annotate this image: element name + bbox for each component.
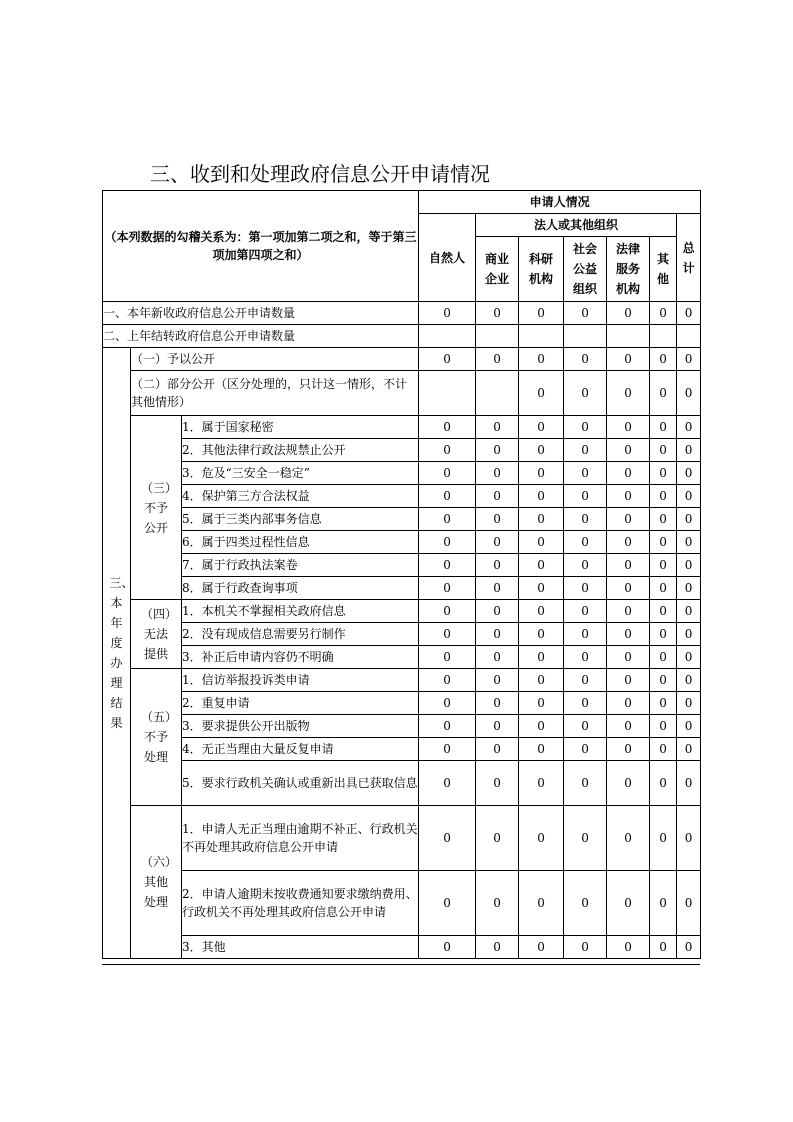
value-cell: 0 xyxy=(677,531,701,554)
value-cell: 0 xyxy=(519,416,564,439)
value-cell: 0 xyxy=(677,485,701,508)
header-legal-service xyxy=(607,237,650,302)
row-label: 1．信访举报投诉类申请 xyxy=(182,669,419,692)
value-cell: 0 xyxy=(419,623,476,646)
value-cell: 0 xyxy=(564,715,607,738)
value-cell: 0 xyxy=(677,371,701,416)
header-natural-person: 自然人 xyxy=(419,214,476,302)
value-cell: 0 xyxy=(419,416,476,439)
value-cell: 0 xyxy=(650,348,677,371)
value-cell: 0 xyxy=(564,806,607,871)
value-cell: 0 xyxy=(419,936,476,959)
value-cell: 0 xyxy=(607,623,650,646)
value-cell: 0 xyxy=(419,715,476,738)
table-row xyxy=(103,600,701,623)
value-cell: 0 xyxy=(519,485,564,508)
value-cell: 0 xyxy=(607,761,650,806)
value-cell: 0 xyxy=(419,871,476,936)
value-cell: 0 xyxy=(677,871,701,936)
value-cell: 0 xyxy=(519,531,564,554)
table-bottom-rule xyxy=(102,964,700,965)
header-legal-org: 法人或其他组织 xyxy=(476,214,677,237)
value-cell: 0 xyxy=(564,646,607,669)
row-label: 4．无正当理由大量反复申请 xyxy=(182,738,419,761)
value-cell: 0 xyxy=(677,577,701,600)
value-cell: 0 xyxy=(564,462,607,485)
table-row xyxy=(103,646,701,669)
value-cell: 0 xyxy=(650,531,677,554)
value-cell: 0 xyxy=(564,936,607,959)
value-cell: 0 xyxy=(607,531,650,554)
value-cell: 0 xyxy=(564,692,607,715)
value-cell: 0 xyxy=(476,646,519,669)
value-cell: 0 xyxy=(677,554,701,577)
value-cell: 0 xyxy=(519,669,564,692)
value-cell: 0 xyxy=(650,936,677,959)
row-label: 二、上年结转政府信息公开申请数量 xyxy=(103,325,419,348)
header-applicant: 申请人情况 xyxy=(419,191,701,214)
value-cell: 0 xyxy=(650,761,677,806)
value-cell: 0 xyxy=(607,669,650,692)
g4-group-label-cell xyxy=(131,600,182,669)
value-cell: 0 xyxy=(419,669,476,692)
value-cell xyxy=(607,325,650,348)
value-cell: 0 xyxy=(476,462,519,485)
row-label: 5．要求行政机关确认或重新出具已获取信息 xyxy=(182,761,419,806)
value-cell: 0 xyxy=(677,508,701,531)
value-cell: 0 xyxy=(519,623,564,646)
value-cell: 0 xyxy=(607,936,650,959)
value-cell: 0 xyxy=(419,508,476,531)
value-cell: 0 xyxy=(607,577,650,600)
value-cell: 0 xyxy=(677,806,701,871)
row-label: 7．属于行政执法案卷 xyxy=(182,554,419,577)
value-cell: 0 xyxy=(519,715,564,738)
table-row xyxy=(103,554,701,577)
value-cell: 0 xyxy=(519,371,564,416)
row-label: 3．危及“三安全一稳定” xyxy=(182,462,419,485)
table-row xyxy=(103,325,701,348)
row-label: （二）部分公开（区分处理的，只计这一情形，不计其他情形） xyxy=(131,371,419,416)
value-cell: 0 xyxy=(564,371,607,416)
value-cell: 0 xyxy=(607,554,650,577)
value-cell: 0 xyxy=(564,531,607,554)
header-note-cell xyxy=(103,191,419,302)
value-cell: 0 xyxy=(419,692,476,715)
header-other-label: 其他 xyxy=(657,252,670,286)
value-cell: 0 xyxy=(650,871,677,936)
table-row xyxy=(103,508,701,531)
row-label: 3．补正后申请内容仍不明确 xyxy=(182,646,419,669)
value-cell: 0 xyxy=(564,302,607,325)
table-row xyxy=(103,761,701,806)
value-cell: 0 xyxy=(519,646,564,669)
value-cell: 0 xyxy=(476,669,519,692)
value-cell: 0 xyxy=(650,439,677,462)
value-cell: 0 xyxy=(677,600,701,623)
table-row xyxy=(103,371,701,416)
value-cell: 0 xyxy=(476,302,519,325)
value-cell: 0 xyxy=(476,871,519,936)
value-cell: 0 xyxy=(607,692,650,715)
value-cell: 0 xyxy=(650,692,677,715)
value-cell xyxy=(677,325,701,348)
value-cell: 0 xyxy=(650,302,677,325)
value-cell: 0 xyxy=(607,348,650,371)
value-cell: 0 xyxy=(476,715,519,738)
value-cell: 0 xyxy=(607,371,650,416)
header-research xyxy=(519,237,564,302)
value-cell: 0 xyxy=(476,600,519,623)
value-cell: 0 xyxy=(650,462,677,485)
value-cell: 0 xyxy=(419,577,476,600)
value-cell: 0 xyxy=(564,416,607,439)
header-total xyxy=(677,214,701,302)
value-cell: 0 xyxy=(564,600,607,623)
value-cell: 0 xyxy=(564,738,607,761)
value-cell: 0 xyxy=(519,554,564,577)
value-cell: 0 xyxy=(419,600,476,623)
table-row xyxy=(103,936,701,959)
value-cell xyxy=(419,325,476,348)
value-cell: 0 xyxy=(564,554,607,577)
value-cell: 0 xyxy=(650,806,677,871)
header-legal-service-label: 法律服务机构 xyxy=(616,242,641,296)
value-cell: 0 xyxy=(476,416,519,439)
row-label: 4．保护第三方合法权益 xyxy=(182,485,419,508)
value-cell: 0 xyxy=(607,871,650,936)
value-cell: 0 xyxy=(607,646,650,669)
header-commercial xyxy=(476,237,519,302)
table-row xyxy=(103,348,701,371)
value-cell: 0 xyxy=(476,508,519,531)
value-cell: 0 xyxy=(519,508,564,531)
value-cell: 0 xyxy=(519,348,564,371)
value-cell: 0 xyxy=(419,806,476,871)
table-row xyxy=(103,715,701,738)
value-cell: 0 xyxy=(607,439,650,462)
row-label: 1．属于国家秘密 xyxy=(182,416,419,439)
page-title: 三、收到和处理政府信息公开申请情况 xyxy=(150,162,490,186)
info-request-table xyxy=(102,190,701,959)
value-cell: 0 xyxy=(650,623,677,646)
section3-label-cell xyxy=(103,348,134,959)
value-cell xyxy=(650,325,677,348)
value-cell: 0 xyxy=(476,554,519,577)
g6-group-label: （六）其他处理 xyxy=(140,855,171,909)
value-cell: 0 xyxy=(419,302,476,325)
value-cell: 0 xyxy=(419,531,476,554)
value-cell: 0 xyxy=(677,623,701,646)
value-cell: 0 xyxy=(607,485,650,508)
g4-group-label: （四）无法提供 xyxy=(140,607,171,661)
value-cell: 0 xyxy=(519,761,564,806)
value-cell: 0 xyxy=(519,806,564,871)
value-cell: 0 xyxy=(476,485,519,508)
value-cell: 0 xyxy=(607,462,650,485)
header-social xyxy=(564,237,607,302)
value-cell: 0 xyxy=(650,600,677,623)
value-cell: 0 xyxy=(607,302,650,325)
header-commercial-label: 商业企业 xyxy=(485,252,510,286)
value-cell: 0 xyxy=(476,623,519,646)
value-cell: 0 xyxy=(419,462,476,485)
row-label: 3．要求提供公开出版物 xyxy=(182,715,419,738)
value-cell: 0 xyxy=(677,738,701,761)
row-label: 8．属于行政查询事项 xyxy=(182,577,419,600)
table-row xyxy=(103,439,701,462)
value-cell: 0 xyxy=(419,738,476,761)
g5-group-label-cell xyxy=(131,669,182,806)
table-row xyxy=(103,738,701,761)
value-cell: 0 xyxy=(476,531,519,554)
value-cell: 0 xyxy=(607,715,650,738)
value-cell: 0 xyxy=(564,508,607,531)
table-row xyxy=(103,302,701,325)
value-cell: 0 xyxy=(419,348,476,371)
value-cell: 0 xyxy=(476,577,519,600)
table-row xyxy=(103,806,701,871)
value-cell: 0 xyxy=(476,806,519,871)
row-label: 1．申请人无正当理由逾期不补正、行政机关不再处理其政府信息公开申请 xyxy=(182,806,419,871)
row-label: 2．没有现成信息需要另行制作 xyxy=(182,623,419,646)
g6-group-label-cell xyxy=(131,806,182,959)
value-cell: 0 xyxy=(677,439,701,462)
value-cell xyxy=(519,325,564,348)
value-cell: 0 xyxy=(519,462,564,485)
value-cell: 0 xyxy=(607,738,650,761)
table-row xyxy=(103,531,701,554)
value-cell: 0 xyxy=(564,439,607,462)
value-cell: 0 xyxy=(650,485,677,508)
value-cell: 0 xyxy=(519,692,564,715)
value-cell xyxy=(564,325,607,348)
value-cell: 0 xyxy=(607,508,650,531)
value-cell: 0 xyxy=(650,646,677,669)
value-cell: 0 xyxy=(607,600,650,623)
row-label: 2．其他法律行政法规禁止公开 xyxy=(182,439,419,462)
row-label: 3．其他 xyxy=(182,936,419,959)
table-row xyxy=(103,462,701,485)
value-cell: 0 xyxy=(677,462,701,485)
table-row xyxy=(103,669,701,692)
value-cell: 0 xyxy=(519,738,564,761)
header-other xyxy=(650,237,677,302)
value-cell: 0 xyxy=(564,577,607,600)
value-cell: 0 xyxy=(564,623,607,646)
value-cell: 0 xyxy=(677,669,701,692)
g3-group-label: （三）不予公开 xyxy=(140,480,171,535)
value-cell: 0 xyxy=(564,761,607,806)
value-cell: 0 xyxy=(419,646,476,669)
value-cell: 0 xyxy=(677,715,701,738)
table-row xyxy=(103,692,701,715)
value-cell: 0 xyxy=(519,936,564,959)
value-cell: 0 xyxy=(476,761,519,806)
table-row xyxy=(103,416,701,439)
value-cell: 0 xyxy=(564,348,607,371)
value-cell: 0 xyxy=(650,371,677,416)
value-cell: 0 xyxy=(607,806,650,871)
g5-group-label: （五）不予处理 xyxy=(140,710,171,764)
value-cell: 0 xyxy=(419,485,476,508)
value-cell: 0 xyxy=(607,416,650,439)
header-note: （本列数据的勾稽关系为：第一项加第二项之和，等于第三项加第四项之和） xyxy=(104,230,417,262)
value-cell: 0 xyxy=(677,646,701,669)
value-cell: 0 xyxy=(476,439,519,462)
value-cell: 0 xyxy=(476,692,519,715)
value-cell: 0 xyxy=(677,936,701,959)
value-cell: 0 xyxy=(650,715,677,738)
value-cell: 0 xyxy=(650,416,677,439)
value-cell: 0 xyxy=(519,439,564,462)
value-cell: 0 xyxy=(677,348,701,371)
value-cell: 0 xyxy=(419,761,476,806)
value-cell: 0 xyxy=(519,600,564,623)
row-label: 2．申请人逾期未按收费通知要求缴纳费用、行政机关不再处理其政府信息公开申请 xyxy=(182,871,419,936)
value-cell: 0 xyxy=(650,508,677,531)
value-cell: 0 xyxy=(419,554,476,577)
value-cell: 0 xyxy=(650,554,677,577)
value-cell xyxy=(476,325,519,348)
table-row xyxy=(103,871,701,936)
header-social-label: 社会公益组织 xyxy=(573,242,598,296)
section3-label: 三、本年度办理结果 xyxy=(109,576,134,730)
value-cell: 0 xyxy=(677,416,701,439)
header-research-label: 科研机构 xyxy=(529,252,554,286)
row-label: 一、本年新收政府信息公开申请数量 xyxy=(103,302,419,325)
value-cell: 0 xyxy=(519,577,564,600)
value-cell: 0 xyxy=(476,738,519,761)
value-cell: 0 xyxy=(650,577,677,600)
value-cell: 0 xyxy=(476,936,519,959)
table-row xyxy=(103,623,701,646)
value-cell: 0 xyxy=(476,348,519,371)
value-cell: 0 xyxy=(650,738,677,761)
value-cell: 0 xyxy=(519,302,564,325)
value-cell: 0 xyxy=(564,669,607,692)
value-cell: 0 xyxy=(419,439,476,462)
value-cell: 0 xyxy=(519,871,564,936)
row-label: 1．本机关不掌握相关政府信息 xyxy=(182,600,419,623)
value-cell: 0 xyxy=(650,669,677,692)
value-cell xyxy=(419,371,476,416)
header-total-label: 总计 xyxy=(682,240,695,275)
value-cell: 0 xyxy=(677,761,701,806)
table-row xyxy=(103,485,701,508)
value-cell: 0 xyxy=(564,871,607,936)
g3-group-label-cell xyxy=(131,416,182,600)
row-label: 6．属于四类过程性信息 xyxy=(182,531,419,554)
value-cell: 0 xyxy=(677,692,701,715)
row-label: 2．重复申请 xyxy=(182,692,419,715)
table-row xyxy=(103,577,701,600)
row-label: （一）予以公开 xyxy=(131,348,419,371)
value-cell xyxy=(476,371,519,416)
value-cell: 0 xyxy=(677,302,701,325)
value-cell: 0 xyxy=(564,485,607,508)
row-label: 5．属于三类内部事务信息 xyxy=(182,508,419,531)
